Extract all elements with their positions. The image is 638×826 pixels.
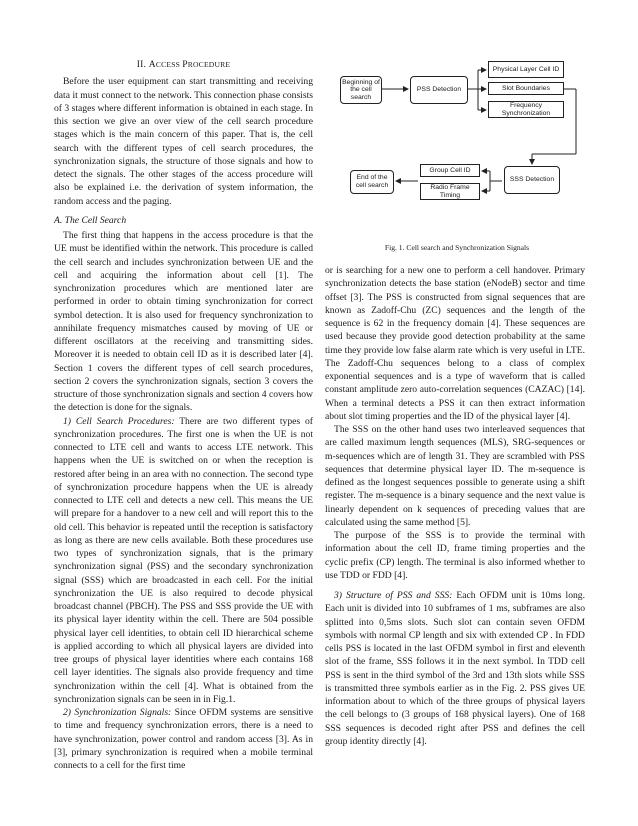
right-column [325, 264, 585, 748]
box-frequency-sync: Frequency Synchronization [488, 101, 564, 118]
intro-paragraph: Before the user equipment can start transmitting and receiving data it must connect to the network. This connection phase consists of 3 stages where different information is obtained in each stage. In this section we give an over view of the cell search procedure stages which is the main concern of this paper. That is, the cell search with the different types of cell search procedures, the synchronization signals, the structure of those signals and how to detect the signals. The other stages of the access procedure will also be explained i.e. the derivation of system information, the random access and the paging. [54, 76, 313, 207]
figure-caption: Fig. 1. Cell search and Synchronization Signals [384, 243, 530, 252]
structure-paragraph: 3) Structure of PSS and SSS: Each OFDM unit is 10ms long. Each unit is divided into 10 subframes of 1 ms, subframes are also splitted into 0,5ms slots. Such slot can contain seven OFDM symbols with normal CP length and six with extended CP . In FDD cells PSS is located in the last OFDM symbol in first and eleventh slot of the frame, SSS follows it in the next symbol. In TDD cell PSS is sent in the third symbol of the 3rd and 13th slots while SSS is transmitted three symbols earlier as in the Fig. 2. PSS gives UE information about to which of the three groups of physical layers the cell belongs to (3 groups of 168 physical layers). One of 168 SSS sequences is decoded right after PSS and defines the cell group identity directly [4]. [325, 590, 585, 747]
figure-cell-search-diagram [326, 58, 588, 218]
pss-paragraph: or is searching for a new one to perform a cell handover. Primary synchronization detects the base station (eNodeB) sector and time offset [3]. The PSS is constructed from signal sequences that are known as Zadoff-Chu (ZC) sequences and the length of the sequence is 62 in the frequency domain [4]. These sequences are used because they provide good detection probability at the same time they provide low false alarm rate which is very useful in LTE. The Zadoff-Chu sequences belong to a class of complex exponential sequences and is a type of waveform that is called constant amplitude zero auto-correlation sequences (CAZAC) [14]. When a terminal detects a PSS it can then extract information about slot timing properties and the ID of the physical layer [4]. [325, 265, 585, 422]
cell-search-paragraph: The first thing that happens in the access procedure is that the UE must be identified within the network. This procedure is called the cell search and includes synchronization between UE and the cell and acquiring the information about cell [1]. The synchronization procedures which are mentioned later are performed in order to obtain timing synchronization for correct symbol detection. It is also used for frequency synchronization to annihilate frequency mismatches caused by moving of UE or different oscillators at the receiving and transmitting sides. Moreover it is needed to obtain cell ID as it is described later [4]. Section 1 covers the different types of cell search procedures, section 2 covers the synchronization signals, section 3 covers the structure of those synchronization signals and section 4 covers how the detection is done for the signals. [54, 230, 313, 414]
sss-purpose-paragraph: The purpose of the SSS is to provide the terminal with information about the cell ID, frame timing properties and the cyclic prefix (CP) length. The terminal is also informed whether to use TDD or FDD [4]. [325, 530, 585, 581]
box-end: End of the cell search [350, 170, 394, 194]
sync-signals-paragraph: 2) Synchronization Signals: Since OFDM systems are sensitive to time and frequency synchronization errors, there is a need to have synchronization, power control and random access [3]. As in [3], primary synchronization is required when a mobile terminal connects to a cell for the first time [54, 707, 314, 771]
sss-paragraph: The SSS on the other hand uses two interleaved sequences that are called maximum length sequences (MLS), SRG-sequences or m-sequences which are of length 31. They are scrambled with PSS sequences that determine physical layer ID. The m-sequence is defined as the longest sequences possible to generate using a shift register. The m-sequence is a binary sequence and the next value is linearly dependent on k sequences of preceding values that are calculated using the same method [5]. [325, 424, 585, 528]
section-title: II. ACCESS PROCEDURE [136, 59, 231, 70]
box-group-cell-id: Group Cell ID [420, 164, 480, 177]
box-pss-detection: PSS Detection [410, 76, 468, 104]
box-physical-layer-cell-id: Physical Layer Cell ID [488, 61, 564, 78]
left-column [54, 58, 313, 772]
box-beginning: Beginning of the cell search [340, 76, 382, 104]
box-slot-boundaries: Slot Boundaries [488, 82, 564, 95]
box-radio-frame-timing: Radio Frame Timing [420, 183, 480, 200]
subsection-heading: A. The Cell Search [54, 214, 127, 226]
box-sss-detection: SSS Detection [504, 166, 560, 194]
cell-search-procedures-paragraph: 1) Cell Search Procedures: There are two different types of synchronization procedures. The first one is when the UE is not connected to LTE cell and wants to access LTE network. This happens when the UE is switched on or when the reception is restored after being in an area with no connection. The second type of synchronization procedure happens when the UE is already connected to LTE cell and detects a new cell. This means the UE will prepare for a handover to a new cell and will report this to the old cell. This behavior is repeated until the reception is satisfactory as long as there are new cells available. Both these procedures use two types of synchronization signals, that is the primary synchronization signal (PSS) and the secondary synchronization signal (SSS) which are broadcasted in each cell. For the initial synchronization the UE is also required to decode physical broadcast channel (PBCH). The PSS and SSS provide the UE with its physical layer identity within the cell. There are 504 possible physical layer cell identities, to obtain cell ID hierarchical scheme is applied according to which all physical layers are divided into tree groups of physical layer identities where each contains 168 cell layer identities. The signals also provide frequency and time synchronization within the cell [4]. What is obtained from the synchronization signals can be seen in in Fig.1. [54, 415, 313, 705]
